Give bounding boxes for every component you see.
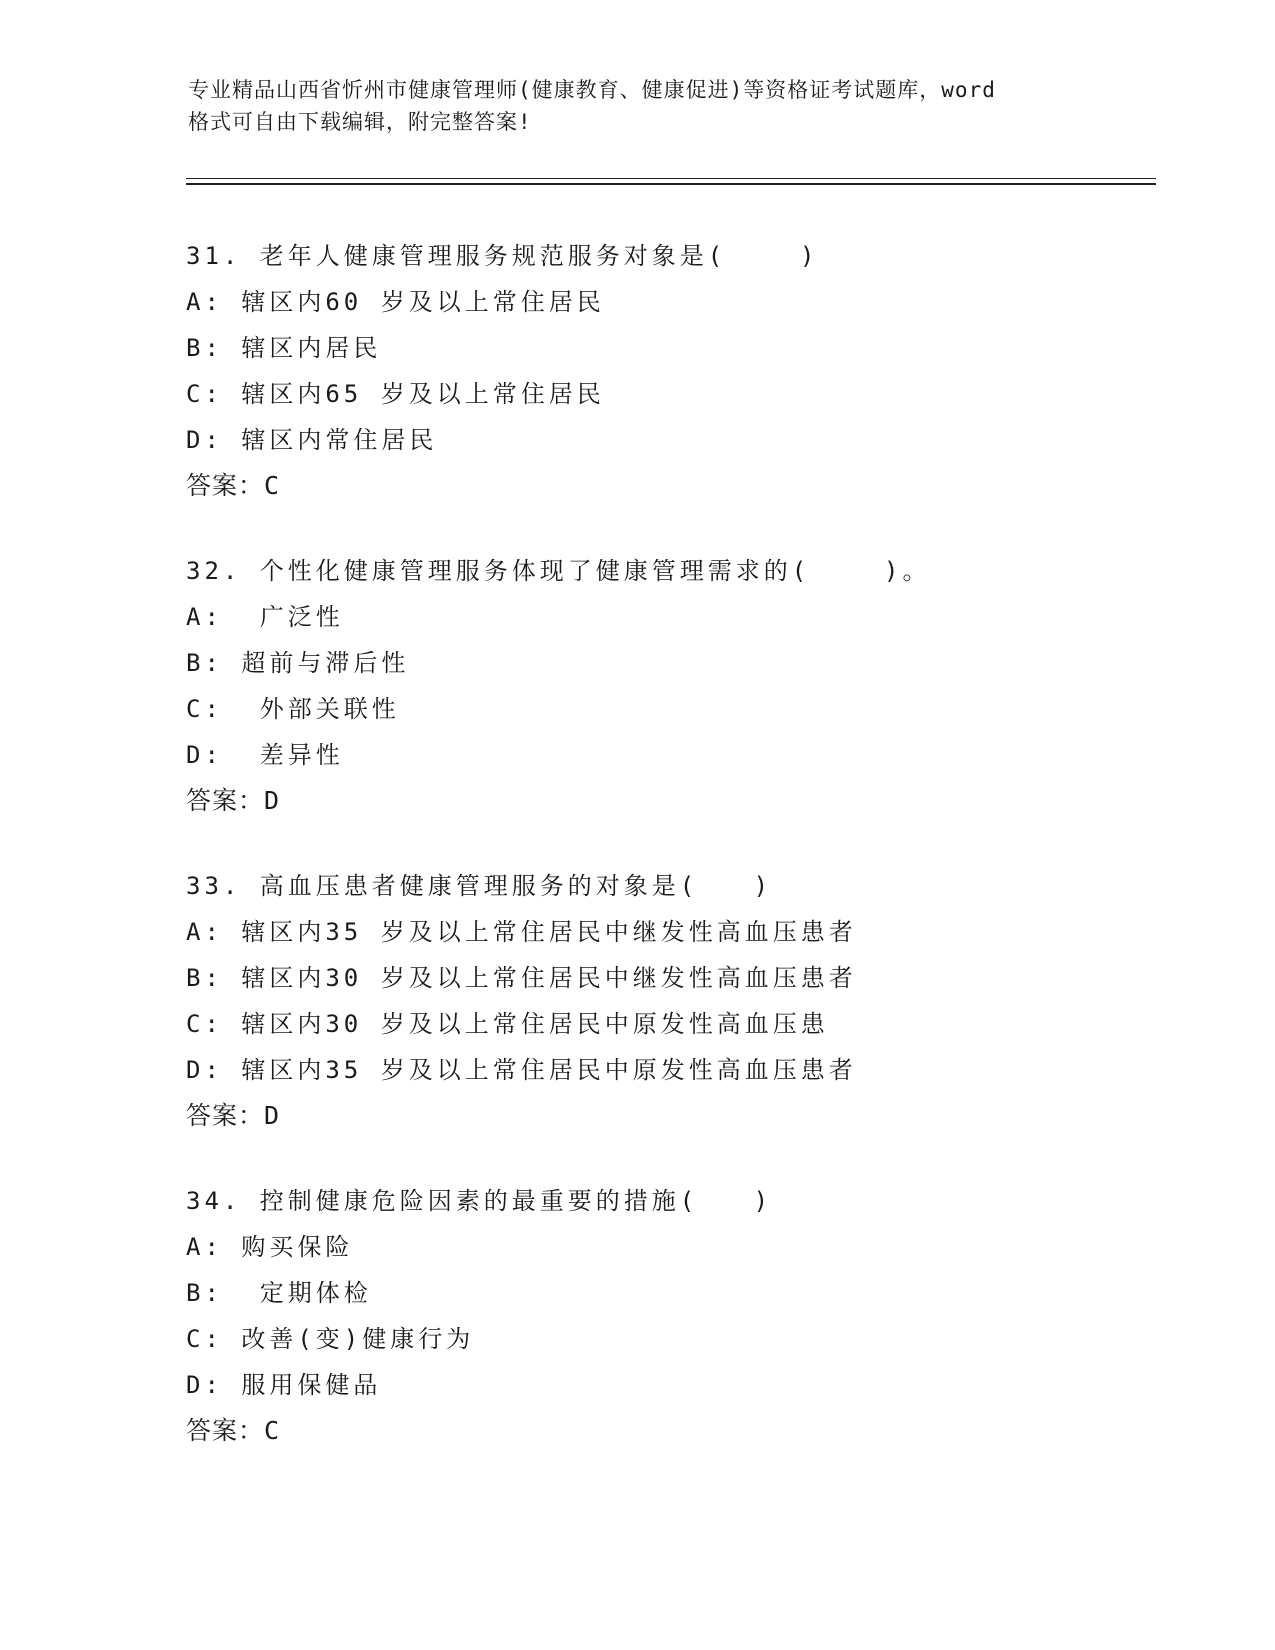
option-d: D: 差异性	[186, 741, 344, 769]
option-c: C: 辖区内65 岁及以上常住居民	[186, 380, 605, 408]
option-d: D: 辖区内35 岁及以上常住居民中原发性高血压患者	[186, 1056, 857, 1084]
option-b: B: 超前与滞后性	[186, 649, 410, 677]
header-line-2: 格式可自由下载编辑，附完整答案!	[188, 110, 532, 134]
option-c: C: 改善(变)健康行为	[186, 1325, 475, 1353]
option-c: C: 外部关联性	[186, 695, 400, 723]
question-stem: 31. 老年人健康管理服务规范服务对象是( )	[186, 242, 819, 270]
option-a: A: 购买保险	[186, 1233, 354, 1261]
option-b: B: 定期体检	[186, 1279, 372, 1307]
question-33	[186, 863, 1146, 1139]
answer-label: 答案：C	[186, 471, 281, 500]
option-b: B: 辖区内居民	[186, 334, 382, 362]
option-c: C: 辖区内30 岁及以上常住居民中原发性高血压患	[186, 1010, 829, 1038]
answer-label: 答案：D	[186, 786, 281, 815]
question-32	[186, 548, 1146, 824]
question-stem: 34. 控制健康危险因素的最重要的措施( )	[186, 1187, 773, 1215]
question-stem: 32. 个性化健康管理服务体现了健康管理需求的( )。	[186, 557, 931, 585]
option-d: D: 服用保健品	[186, 1371, 382, 1399]
option-a: A: 辖区内60 岁及以上常住居民	[186, 288, 605, 316]
option-a: A: 广泛性	[186, 603, 344, 631]
option-d: D: 辖区内常住居民	[186, 426, 438, 454]
option-b: B: 辖区内30 岁及以上常住居民中继发性高血压患者	[186, 964, 857, 992]
answer-label: 答案：D	[186, 1101, 281, 1130]
question-34	[186, 1178, 1146, 1454]
document-header	[188, 74, 1108, 138]
option-a: A: 辖区内35 岁及以上常住居民中继发性高血压患者	[186, 918, 857, 946]
header-divider-thick	[186, 183, 1156, 185]
header-divider-thin	[186, 178, 1156, 179]
question-list	[186, 233, 1146, 1493]
question-31	[186, 233, 1146, 509]
question-stem: 33. 高血压患者健康管理服务的对象是( )	[186, 872, 773, 900]
header-line-1: 专业精品山西省忻州市健康管理师(健康教育、健康促进)等资格证考试题库，word	[188, 78, 996, 102]
answer-label: 答案：C	[186, 1416, 281, 1445]
